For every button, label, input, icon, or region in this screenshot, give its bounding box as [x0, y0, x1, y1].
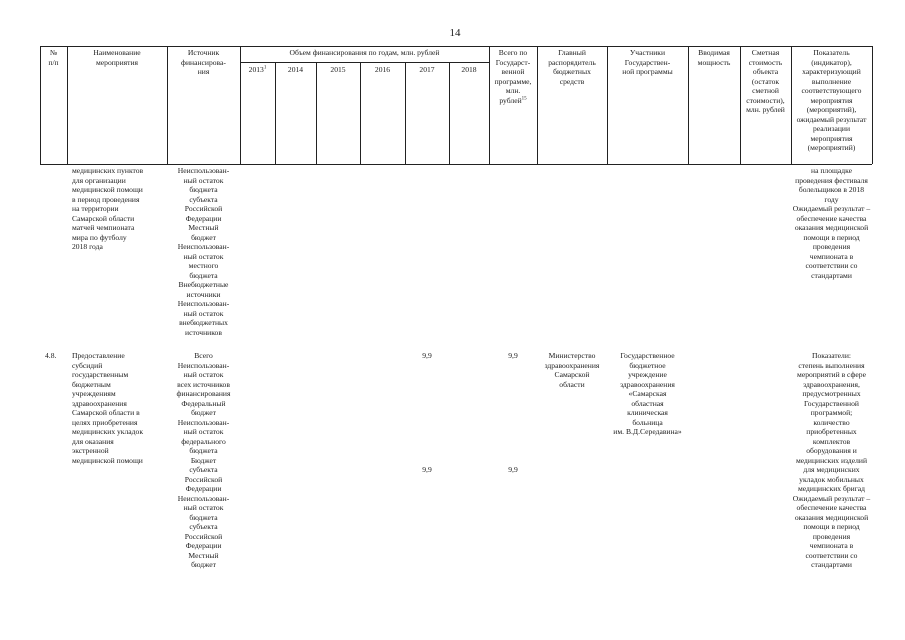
- header-year-2018: 2018: [461, 65, 477, 74]
- row-4-8-2017-subject-budget: 9,9: [422, 465, 432, 474]
- header-total-footnote: 15: [521, 95, 527, 101]
- col-border-4: [275, 62, 276, 164]
- header-name: Наименование мероприятия: [93, 48, 141, 67]
- header-num: № п/п: [48, 48, 59, 67]
- header-estimate: Сметная стоимость объекта (остаток сметной стоимости), млн. рублей: [746, 48, 785, 114]
- page-number: 14: [449, 27, 461, 39]
- row-4-8-total-subject-budget: 9,9: [508, 465, 518, 474]
- row-4-8-2017-all-sources: 9,9: [422, 351, 432, 360]
- header-year-2014: 2014: [287, 65, 304, 74]
- header-total-label: Всего по Государст- венной программе, млн. рублей: [494, 48, 532, 105]
- col-border-15: [872, 46, 873, 164]
- header-year-2017: 2017: [419, 65, 435, 74]
- row-4-8-name: Предоставление субсидий государственным бюджетным учреждениям здравоохранения Самарской области в целях приобретения медицинских укладок для оказания экстренной медицинской помощи: [72, 351, 144, 465]
- header-year-2016: 2016: [374, 65, 391, 74]
- row-4-8-manager: Министерство здравоохранения Самарской области: [544, 351, 600, 389]
- cont-row-indicator: на площадке проведения фестиваля болельщиков в 2018 году Ожидаемый результат – обеспечение качества оказания медицинской помощи в период проведения чемпионата в соответствии со стандартами: [792, 166, 871, 280]
- header-total: [489, 48, 537, 105]
- header-bottom-border: [40, 164, 872, 165]
- col-border-7: [405, 62, 406, 164]
- cont-row-source: Неиспользован- ный остаток бюджета субъекта Российской Федерации Местный бюджет Неиспользован- ный остаток местного бюджета Внебюджетные источники Неиспользован- ный остаток внебюджетных источников: [177, 166, 230, 337]
- row-4-8-number: 4.8.: [45, 351, 57, 360]
- col-border-3: [240, 46, 241, 164]
- header-manager: Главный распорядитель бюджетных средств: [548, 48, 596, 86]
- cont-row-name: медицинских пунктов для организации медицинской помощи в период проведения на территории Самарской области матчей чемпионата мира по футболу 2018 года: [72, 166, 144, 251]
- header-participants: Участники Государствен- ной программы: [622, 48, 673, 76]
- header-year-2015: 2015: [330, 65, 346, 74]
- col-border-8: [449, 62, 450, 164]
- row-4-8-indicator: Показатели: степень выполнения мероприятий в сфере здравоохранения, предусмотренных Государственной программой; количество приобретенных комплектов оборудования и медицинских изделий для медицинских укладок мобильных медицинских бригад Ожидаемый результат – обеспечение качества оказания медицинской помощи в период проведения чемпионата в соответствии со стандартами: [792, 351, 871, 569]
- col-border-5: [316, 62, 317, 164]
- row-4-8-source: Всего Неиспользован- ный остаток всех источников финансирования Федеральный бюджет Неиспользован- ный остаток федерального бюджета Бюджет субъекта Российской Федерации Неиспользован- ный остаток бюджета субъекта Российской Федерации Местный бюджет: [176, 351, 231, 569]
- year-2013-footnote: 1: [263, 65, 267, 71]
- volume-header-divider: [240, 62, 489, 63]
- header-volume: Объем финансирования по годам, млн. рублей: [289, 48, 440, 57]
- row-4-8-total-all-sources: 9,9: [508, 351, 518, 360]
- header-capacity: Вводимая мощность: [697, 48, 731, 67]
- row-4-8-participants: Государственное бюджетное учреждение здравоохранения «Самарская областная клиническая больница им. В.Д.Середавина»: [613, 351, 682, 436]
- table-top-border: [40, 46, 872, 47]
- col-border-6: [360, 62, 361, 164]
- header-source: Источник финансирова- ния: [181, 48, 226, 76]
- year-2013-label: 2013: [248, 65, 264, 74]
- header-indicator: Показатель (индикатор), характеризующий выполнение соответствующего мероприятия (мероприятий), ожидаемый результат реализации мероприятия (мероприятий): [796, 48, 867, 152]
- header-year-2013: [240, 65, 275, 75]
